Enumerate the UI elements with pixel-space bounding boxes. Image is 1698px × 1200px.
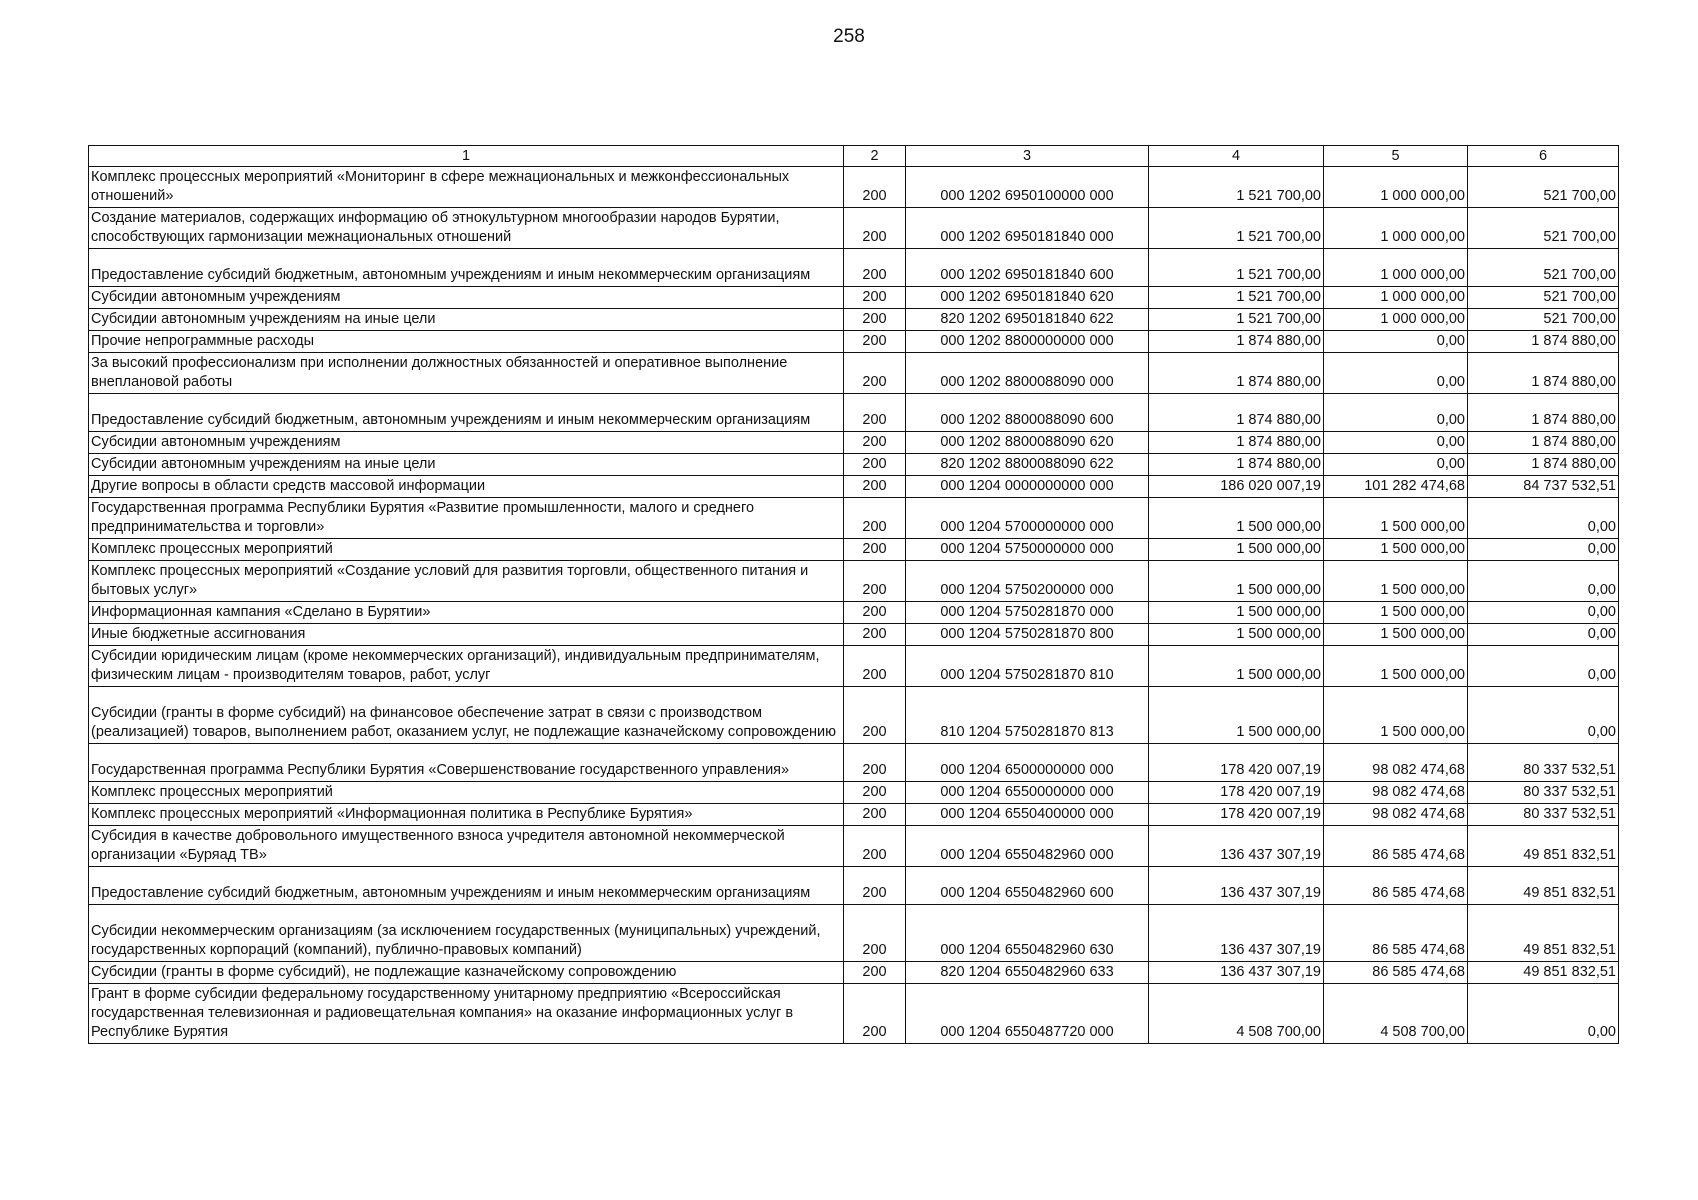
cell-name: Субсидии автономным учреждениям <box>89 432 844 454</box>
cell-group: 200 <box>844 826 906 867</box>
cell-group: 200 <box>844 353 906 394</box>
cell-amount-4: 1 500 000,00 <box>1149 539 1324 561</box>
cell-amount-5: 1 500 000,00 <box>1324 602 1468 624</box>
budget-table <box>88 145 1619 1044</box>
cell-amount-6: 0,00 <box>1468 602 1619 624</box>
cell-code: 820 1202 6950181840 622 <box>906 309 1149 331</box>
cell-amount-6: 1 874 880,00 <box>1468 432 1619 454</box>
cell-amount-4: 1 500 000,00 <box>1149 561 1324 602</box>
cell-group: 200 <box>844 602 906 624</box>
cell-amount-6: 521 700,00 <box>1468 167 1619 208</box>
cell-code: 000 1204 5750200000 000 <box>906 561 1149 602</box>
cell-code: 820 1204 6550482960 633 <box>906 962 1149 984</box>
cell-amount-6: 0,00 <box>1468 984 1619 1044</box>
cell-amount-4: 1 500 000,00 <box>1149 646 1324 687</box>
cell-amount-5: 98 082 474,68 <box>1324 744 1468 782</box>
table-row <box>89 962 1619 984</box>
cell-name: Другие вопросы в области средств массовой информации <box>89 476 844 498</box>
cell-amount-6: 0,00 <box>1468 498 1619 539</box>
column-header: 2 <box>844 146 906 167</box>
cell-code: 000 1204 5750281870 000 <box>906 602 1149 624</box>
cell-amount-5: 86 585 474,68 <box>1324 905 1468 962</box>
cell-group: 200 <box>844 249 906 287</box>
cell-amount-6: 0,00 <box>1468 687 1619 744</box>
cell-amount-5: 1 000 000,00 <box>1324 249 1468 287</box>
cell-amount-5: 86 585 474,68 <box>1324 962 1468 984</box>
table-row <box>89 454 1619 476</box>
cell-amount-4: 1 521 700,00 <box>1149 208 1324 249</box>
cell-group: 200 <box>844 646 906 687</box>
cell-group: 200 <box>844 539 906 561</box>
cell-name: Информационная кампания «Сделано в Бурятии» <box>89 602 844 624</box>
column-header: 6 <box>1468 146 1619 167</box>
cell-code: 000 1204 6550482960 600 <box>906 867 1149 905</box>
cell-group: 200 <box>844 167 906 208</box>
cell-amount-4: 1 521 700,00 <box>1149 167 1324 208</box>
cell-amount-4: 178 420 007,19 <box>1149 782 1324 804</box>
cell-amount-5: 0,00 <box>1324 394 1468 432</box>
table-body <box>89 167 1619 1044</box>
cell-amount-5: 1 000 000,00 <box>1324 208 1468 249</box>
cell-amount-4: 1 874 880,00 <box>1149 353 1324 394</box>
cell-group: 200 <box>844 687 906 744</box>
cell-amount-4: 1 874 880,00 <box>1149 394 1324 432</box>
cell-amount-5: 1 500 000,00 <box>1324 539 1468 561</box>
table-row <box>89 687 1619 744</box>
cell-code: 810 1204 5750281870 813 <box>906 687 1149 744</box>
cell-name: Комплекс процессных мероприятий «Информационная политика в Республике Бурятия» <box>89 804 844 826</box>
table-row <box>89 646 1619 687</box>
table-header-row <box>89 146 1619 167</box>
cell-amount-4: 1 521 700,00 <box>1149 309 1324 331</box>
cell-amount-4: 1 500 000,00 <box>1149 602 1324 624</box>
cell-amount-4: 136 437 307,19 <box>1149 962 1324 984</box>
cell-amount-6: 0,00 <box>1468 539 1619 561</box>
cell-group: 200 <box>844 744 906 782</box>
cell-amount-5: 0,00 <box>1324 353 1468 394</box>
cell-group: 200 <box>844 624 906 646</box>
table-row <box>89 804 1619 826</box>
table-row <box>89 498 1619 539</box>
cell-amount-5: 98 082 474,68 <box>1324 782 1468 804</box>
cell-amount-5: 1 500 000,00 <box>1324 646 1468 687</box>
cell-amount-5: 101 282 474,68 <box>1324 476 1468 498</box>
cell-name: Субсидии некоммерческим организациям (за исключением государственных (муниципальных) учреждений, государственных корпораций (компаний), публично-правовых компаний) <box>89 905 844 962</box>
table-row <box>89 782 1619 804</box>
cell-code: 000 1204 6550000000 000 <box>906 782 1149 804</box>
table-row <box>89 984 1619 1044</box>
column-header: 5 <box>1324 146 1468 167</box>
cell-amount-5: 1 500 000,00 <box>1324 624 1468 646</box>
cell-amount-6: 0,00 <box>1468 624 1619 646</box>
cell-name: Комплекс процессных мероприятий «Создание условий для развития торговли, общественного питания и бытовых услуг» <box>89 561 844 602</box>
cell-amount-4: 1 874 880,00 <box>1149 331 1324 353</box>
cell-amount-5: 86 585 474,68 <box>1324 867 1468 905</box>
cell-amount-6: 49 851 832,51 <box>1468 826 1619 867</box>
table-row <box>89 167 1619 208</box>
cell-name: Субсидии автономным учреждениям на иные цели <box>89 309 844 331</box>
cell-amount-6: 0,00 <box>1468 646 1619 687</box>
table-row <box>89 353 1619 394</box>
column-header: 1 <box>89 146 844 167</box>
table-row <box>89 744 1619 782</box>
cell-group: 200 <box>844 867 906 905</box>
cell-name: Комплекс процессных мероприятий «Мониторинг в сфере межнациональных и межконфессиональных отношений» <box>89 167 844 208</box>
cell-code: 820 1202 8800088090 622 <box>906 454 1149 476</box>
cell-amount-5: 0,00 <box>1324 454 1468 476</box>
cell-group: 200 <box>844 432 906 454</box>
cell-code: 000 1202 6950181840 620 <box>906 287 1149 309</box>
cell-name: Субсидии (гранты в форме субсидий), не подлежащие казначейскому сопровождению <box>89 962 844 984</box>
cell-name: Субсидии автономным учреждениям на иные цели <box>89 454 844 476</box>
table-row <box>89 287 1619 309</box>
cell-amount-4: 178 420 007,19 <box>1149 744 1324 782</box>
cell-amount-5: 86 585 474,68 <box>1324 826 1468 867</box>
cell-group: 200 <box>844 454 906 476</box>
cell-amount-5: 1 500 000,00 <box>1324 687 1468 744</box>
table-row <box>89 539 1619 561</box>
cell-name: Иные бюджетные ассигнования <box>89 624 844 646</box>
cell-group: 200 <box>844 331 906 353</box>
cell-amount-5: 1 000 000,00 <box>1324 167 1468 208</box>
cell-amount-6: 1 874 880,00 <box>1468 454 1619 476</box>
table-row <box>89 624 1619 646</box>
cell-name: Комплекс процессных мероприятий <box>89 539 844 561</box>
cell-code: 000 1202 6950181840 600 <box>906 249 1149 287</box>
cell-code: 000 1202 6950181840 000 <box>906 208 1149 249</box>
cell-name: Субсидии (гранты в форме субсидий) на финансовое обеспечение затрат в связи с производством (реализацией) товаров, выполнением работ, оказанием услуг, не подлежащие казначейскому сопровождению <box>89 687 844 744</box>
cell-name: Предоставление субсидий бюджетным, автономным учреждениям и иным некоммерческим организациям <box>89 867 844 905</box>
cell-amount-4: 1 521 700,00 <box>1149 249 1324 287</box>
cell-code: 000 1204 5700000000 000 <box>906 498 1149 539</box>
cell-name: Субсидии автономным учреждениям <box>89 287 844 309</box>
cell-group: 200 <box>844 804 906 826</box>
cell-code: 000 1202 8800000000 000 <box>906 331 1149 353</box>
cell-amount-5: 1 000 000,00 <box>1324 309 1468 331</box>
cell-amount-4: 178 420 007,19 <box>1149 804 1324 826</box>
cell-group: 200 <box>844 984 906 1044</box>
cell-amount-6: 84 737 532,51 <box>1468 476 1619 498</box>
cell-code: 000 1204 5750000000 000 <box>906 539 1149 561</box>
column-header: 4 <box>1149 146 1324 167</box>
cell-name: Субсидия в качестве добровольного имущественного взноса учредителя автономной некоммерческой организации «Буряад ТВ» <box>89 826 844 867</box>
cell-name: Государственная программа Республики Бурятия «Развитие промышленности, малого и среднего предпринимательства и торговли» <box>89 498 844 539</box>
cell-code: 000 1204 0000000000 000 <box>906 476 1149 498</box>
cell-amount-4: 1 874 880,00 <box>1149 432 1324 454</box>
cell-code: 000 1202 8800088090 620 <box>906 432 1149 454</box>
cell-name: Государственная программа Республики Бурятия «Совершенствование государственного управления» <box>89 744 844 782</box>
cell-amount-5: 0,00 <box>1324 331 1468 353</box>
cell-code: 000 1204 5750281870 800 <box>906 624 1149 646</box>
cell-amount-6: 49 851 832,51 <box>1468 867 1619 905</box>
cell-code: 000 1204 5750281870 810 <box>906 646 1149 687</box>
cell-amount-6: 1 874 880,00 <box>1468 331 1619 353</box>
page-number: 258 <box>833 26 865 47</box>
cell-amount-5: 4 508 700,00 <box>1324 984 1468 1044</box>
cell-code: 000 1204 6550482960 000 <box>906 826 1149 867</box>
cell-group: 200 <box>844 208 906 249</box>
column-header: 3 <box>906 146 1149 167</box>
table-row <box>89 867 1619 905</box>
cell-amount-6: 49 851 832,51 <box>1468 905 1619 962</box>
cell-amount-6: 80 337 532,51 <box>1468 804 1619 826</box>
cell-code: 000 1204 6550400000 000 <box>906 804 1149 826</box>
cell-amount-5: 98 082 474,68 <box>1324 804 1468 826</box>
table-row <box>89 826 1619 867</box>
cell-amount-4: 1 521 700,00 <box>1149 287 1324 309</box>
cell-code: 000 1202 6950100000 000 <box>906 167 1149 208</box>
cell-group: 200 <box>844 476 906 498</box>
cell-amount-6: 521 700,00 <box>1468 208 1619 249</box>
cell-name: Прочие непрограммные расходы <box>89 331 844 353</box>
cell-group: 200 <box>844 962 906 984</box>
cell-code: 000 1204 6550487720 000 <box>906 984 1149 1044</box>
table-row <box>89 602 1619 624</box>
cell-amount-4: 136 437 307,19 <box>1149 867 1324 905</box>
cell-amount-5: 1 000 000,00 <box>1324 287 1468 309</box>
cell-amount-6: 80 337 532,51 <box>1468 782 1619 804</box>
cell-name: Грант в форме субсидии федеральному государственному унитарному предприятию «Всероссийская государственная телевизионная и радиовещательная компания» на оказание информационных услуг в Республике Бурятия <box>89 984 844 1044</box>
cell-amount-4: 4 508 700,00 <box>1149 984 1324 1044</box>
cell-amount-6: 1 874 880,00 <box>1468 353 1619 394</box>
cell-amount-6: 0,00 <box>1468 561 1619 602</box>
cell-name: За высокий профессионализм при исполнении должностных обязанностей и оперативное выполнение внеплановой работы <box>89 353 844 394</box>
table-row <box>89 561 1619 602</box>
cell-name: Создание материалов, содержащих информацию об этнокультурном многообразии народов Бурятии, способствующих гармонизации межнациональных отношений <box>89 208 844 249</box>
cell-code: 000 1204 6500000000 000 <box>906 744 1149 782</box>
cell-amount-4: 136 437 307,19 <box>1149 905 1324 962</box>
table-row <box>89 249 1619 287</box>
cell-amount-5: 0,00 <box>1324 432 1468 454</box>
cell-amount-4: 1 500 000,00 <box>1149 687 1324 744</box>
cell-name: Предоставление субсидий бюджетным, автономным учреждениям и иным некоммерческим организациям <box>89 394 844 432</box>
table-row <box>89 331 1619 353</box>
cell-amount-4: 1 500 000,00 <box>1149 498 1324 539</box>
cell-code: 000 1202 8800088090 000 <box>906 353 1149 394</box>
cell-amount-6: 521 700,00 <box>1468 287 1619 309</box>
cell-amount-6: 521 700,00 <box>1468 249 1619 287</box>
table-row <box>89 476 1619 498</box>
cell-amount-6: 80 337 532,51 <box>1468 744 1619 782</box>
cell-amount-4: 186 020 007,19 <box>1149 476 1324 498</box>
cell-amount-4: 136 437 307,19 <box>1149 826 1324 867</box>
cell-amount-6: 49 851 832,51 <box>1468 962 1619 984</box>
cell-group: 200 <box>844 287 906 309</box>
cell-group: 200 <box>844 394 906 432</box>
table-row <box>89 432 1619 454</box>
cell-group: 200 <box>844 905 906 962</box>
cell-group: 200 <box>844 561 906 602</box>
cell-amount-5: 1 500 000,00 <box>1324 561 1468 602</box>
cell-group: 200 <box>844 309 906 331</box>
cell-code: 000 1202 8800088090 600 <box>906 394 1149 432</box>
cell-amount-4: 1 500 000,00 <box>1149 624 1324 646</box>
cell-amount-6: 521 700,00 <box>1468 309 1619 331</box>
table-row <box>89 905 1619 962</box>
cell-name: Субсидии юридическим лицам (кроме некоммерческих организаций), индивидуальным предпринимателям, физическим лицам - производителям товаров, работ, услуг <box>89 646 844 687</box>
cell-group: 200 <box>844 782 906 804</box>
cell-amount-4: 1 874 880,00 <box>1149 454 1324 476</box>
table-row <box>89 208 1619 249</box>
table-row <box>89 309 1619 331</box>
cell-group: 200 <box>844 498 906 539</box>
cell-amount-6: 1 874 880,00 <box>1468 394 1619 432</box>
table-row <box>89 394 1619 432</box>
cell-code: 000 1204 6550482960 630 <box>906 905 1149 962</box>
cell-name: Комплекс процессных мероприятий <box>89 782 844 804</box>
cell-amount-5: 1 500 000,00 <box>1324 498 1468 539</box>
cell-name: Предоставление субсидий бюджетным, автономным учреждениям и иным некоммерческим организациям <box>89 249 844 287</box>
